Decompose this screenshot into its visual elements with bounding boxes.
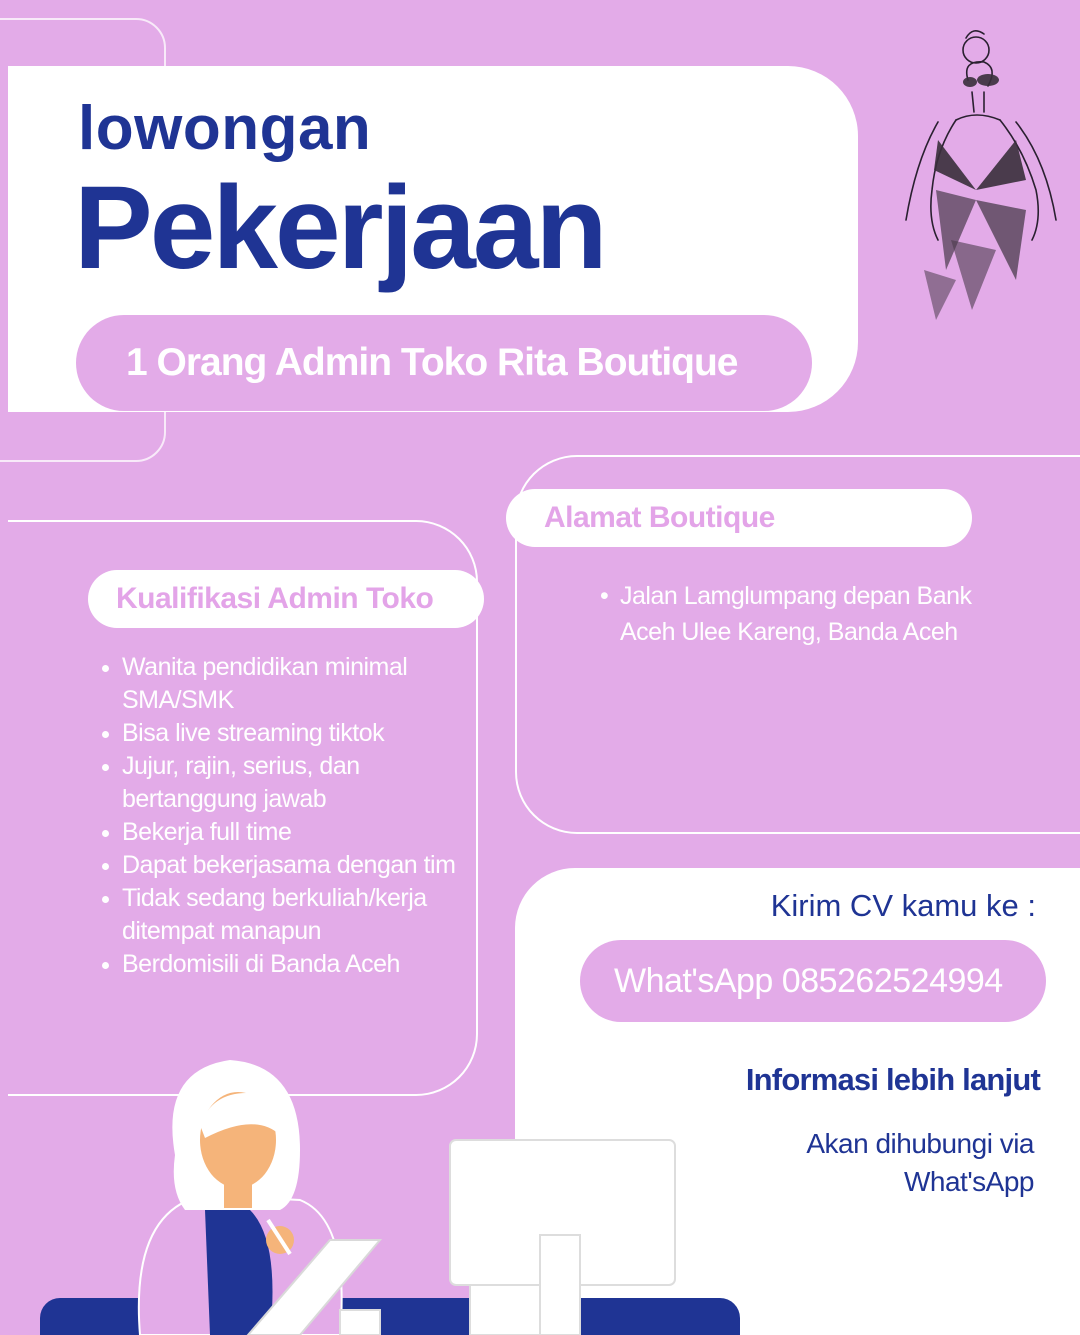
qualification-label-pill xyxy=(88,570,484,628)
address-label-pill xyxy=(506,489,972,547)
whatsapp-number: What'sApp 085262524994 xyxy=(614,961,1003,1000)
position-text: 1 Orang Admin Toko Rita Boutique xyxy=(126,341,738,384)
address-label: Alamat Boutique xyxy=(544,501,775,534)
info-text: Akan dihubungi via What'sApp xyxy=(806,1128,1034,1197)
list-item: • Bekerja full time xyxy=(122,816,462,849)
address-list xyxy=(620,578,1000,650)
list-item: • Wanita pendidikan minimal SMA/SMK xyxy=(122,651,462,717)
list-item: • Bisa live streaming tiktok xyxy=(122,717,462,750)
list-item: • Dapat bekerjasama dengan tim xyxy=(122,849,462,882)
fashion-sketch-illustration xyxy=(876,20,1076,320)
list-item: • Berdomisili di Banda Aceh xyxy=(122,948,462,981)
qualification-list xyxy=(104,651,462,981)
cv-label: Kirim CV kamu ke : xyxy=(770,888,1036,923)
woman-at-computer-illustration xyxy=(0,1040,760,1335)
info-title: Informasi lebih lanjut xyxy=(745,1062,1040,1097)
position-pill xyxy=(76,315,812,411)
list-item: • Jujur, rajin, serius, dan bertanggung jawab xyxy=(122,750,462,816)
list-item: • Tidak sedang berkuliah/kerja ditempat manapun xyxy=(122,882,462,948)
title-big: Pekerjaan xyxy=(74,162,605,294)
title-small: lowongan xyxy=(78,94,372,163)
whatsapp-pill xyxy=(580,940,1046,1022)
list-item: • Jalan Lamglumpang depan Bank Aceh Ulee Kareng, Banda Aceh xyxy=(620,578,1000,650)
qualification-label: Kualifikasi Admin Toko xyxy=(116,582,434,615)
